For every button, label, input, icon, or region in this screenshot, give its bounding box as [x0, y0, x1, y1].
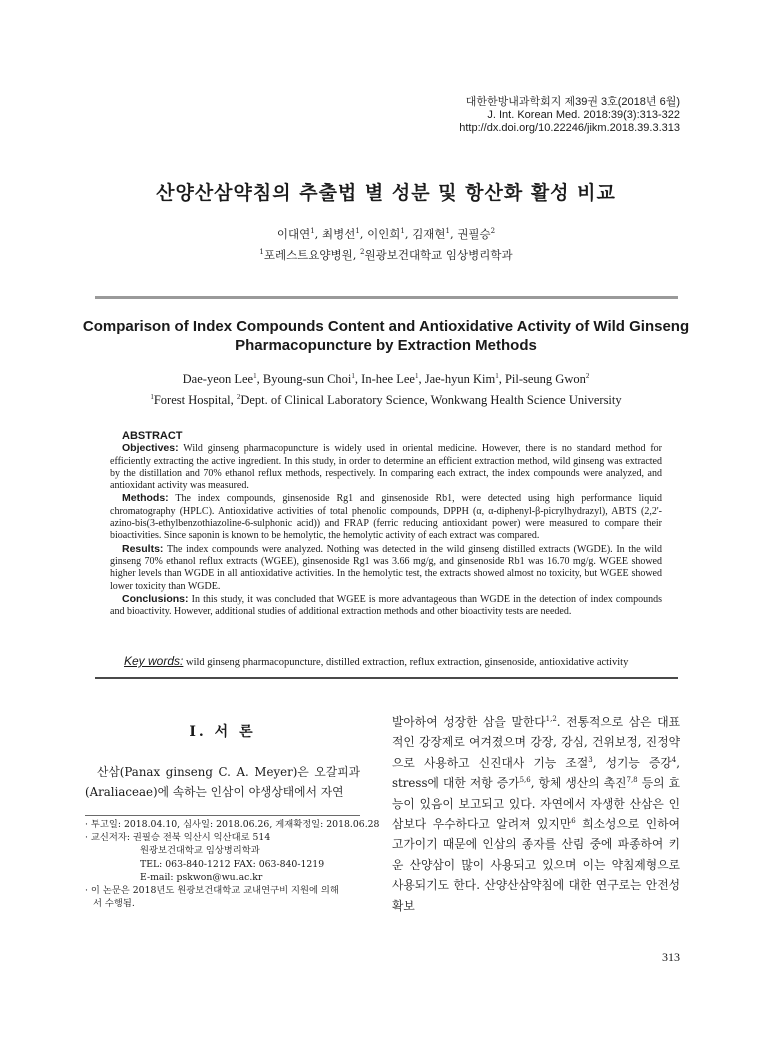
footnote-corresponding: · 교신저자: 권필승 전북 익산시 익산대로 514 — [85, 832, 271, 844]
footnotes — [85, 818, 380, 910]
intro-text: 발아하여 성장한 삼을 말한다 — [392, 715, 546, 729]
author-sup: 1 — [355, 227, 360, 236]
citation-sup: 5,6 — [519, 776, 531, 785]
footnote-funding-cont: 서 수행됨. — [93, 898, 135, 910]
author-sup: 1 — [253, 371, 257, 380]
journal-citation-korean: 대한한방내과학회지 제39권 3호(2018년 6월) — [465, 96, 680, 108]
affiliation-text: 포레스트요양병원, — [263, 248, 361, 262]
footnote-funding: · 이 논문은 2018년도 원광보건대학교 교내연구비 지원에 의해 — [85, 885, 339, 897]
methods-label: Methods: — [122, 492, 169, 505]
intro-text: 등의 효능이 있음이 보고되고 있다. 자연에서 자생한 산삼은 인삼보다 우수하다고 알려져 있지만 — [392, 776, 681, 832]
journal-citation-english: J. Int. Korean Med. 2018:39(3):313-322 — [487, 109, 680, 121]
author-name: 김재현 — [412, 227, 446, 241]
doi-link[interactable]: http://dx.doi.org/10.22246/jikm.2018.39.3.313 — [459, 122, 680, 134]
affiliation-text: Forest Hospital, — [153, 393, 237, 407]
citation-sup: 1,2 — [545, 715, 557, 724]
intro-text: , 성기능 증강 — [592, 755, 672, 770]
author-name: Dae-yeon Lee — [182, 372, 254, 386]
journal-header — [459, 96, 680, 135]
footnote-department: 원광보건대학교 임상병리학과 — [140, 845, 260, 857]
footnote-phone-fax: TEL: 063-840-1212 FAX: 063-840-1219 — [140, 858, 325, 870]
intro-left-column — [85, 762, 360, 803]
affiliation-sup: 2 — [360, 248, 365, 257]
affiliation-text: 원광보건대학교 임상병리학과 — [364, 248, 513, 262]
citation-sup: 6 — [571, 817, 576, 826]
abstract-heading: ABSTRACT — [122, 430, 183, 442]
abstract-methods — [110, 492, 662, 542]
affiliation-sup: 2 — [236, 392, 241, 401]
page-number: 313 — [662, 950, 680, 964]
keywords — [124, 654, 628, 668]
footnote-dates: · 투고일: 2018.04.10, 심사일: 2018.06.26, 게재확정일: 2018.06.28 — [85, 819, 380, 830]
author-name: 권필승 — [457, 227, 491, 241]
section-heading: Ⅰ. 서 론 — [189, 724, 256, 740]
abstract-objectives — [110, 442, 662, 492]
author-sup: 1 — [445, 227, 450, 236]
objectives-text: Wild ginseng pharmacopuncture is widely used in oriental medicine. However, there is no standard method for efficiently extracting the active ingredient. In this study, in order to determine an efficient extraction method, wild ginseng was extracted by the distillation and 70% ethanol reflux methods, respectively. In comparing each extract, the index compounds were analyzed, and antioxidant activity was measured. — [110, 443, 662, 492]
abstract-results — [110, 543, 662, 593]
author-sup: 1 — [310, 227, 315, 236]
affiliation-sup: 1 — [259, 248, 264, 257]
intro-text: , 항체 생산의 촉진 — [530, 776, 627, 791]
intro-text: , stress에 대한 저항 증가 — [392, 755, 680, 791]
citation-sup: 7,8 — [626, 776, 638, 785]
abstract-divider — [95, 677, 678, 679]
english-title-line: Pharmacopuncture by Extraction Methods — [235, 337, 537, 354]
intro-paragraph — [392, 712, 680, 916]
intro-right-column — [392, 712, 680, 916]
author-sup: 2 — [585, 371, 590, 380]
conclusions-label: Conclusions: — [122, 592, 189, 605]
author-name: 이인희 — [367, 227, 401, 241]
results-label: Results: — [122, 542, 164, 555]
keywords-label: Key words: — [124, 654, 184, 668]
citation-sup: 3 — [588, 755, 593, 764]
author-name: In-hee Lee — [361, 372, 415, 386]
intro-text: . 전통적으로 삼은 대표적인 강장제로 여겨졌으며 강장, 강심, 건위보정, 진정약으로 사용하고 신진대사 기능 조절 — [392, 715, 681, 770]
intro-paragraph: 산삼(Panax ginseng C. A. Meyer)은 오갈피과(Araliaceae)에 속하는 인삼이 야생상태에서 자연 — [85, 765, 360, 800]
english-authors: Dae-yeon Lee$^1$, Byoung-sun Choi$^1$, In-hee Lee$^1$, Jae-hyun Kim$^1$, Pil-seung Gwon$^2$ — [182, 371, 590, 386]
methods-text: The index compounds, ginsenoside Rg1 and ginsenoside Rb1, were detected using high performance liquid chromatography (HPLC). Antioxidative activities of total phenolic compounds, DPPH (α, α-diphenyl-β-picrylhydrazyl), ABTS (2,2'-azino-bis(3-ethylbenzothiazoline-6-sulphonic acid)) and FRAP (ferric reducing antioxidant power) were measured to compare their bioactivities. Since saponin is known to be hemolytic, the hemolytic activity of each extract was compared. — [110, 493, 662, 542]
citation-sup: 4 — [671, 755, 677, 764]
english-affiliations — [0, 393, 772, 408]
results-text: The index compounds were analyzed. Nothing was detected in the wild ginseng distilled extracts (WGDE). In the wild ginseng 70% ethanol reflux extracts (WGEE), ginsenoside Rg1 was 3.66 mg/g, and ginsenoside Rb1 was 16.70 mg/g. WGEE showed higher levels than WGDE in all antioxidative activities. In the hemolytic test, the extracts showed almost no toxicity, but WGEE showed lower toxicity than WGDE. — [110, 543, 662, 592]
footnote-divider — [85, 815, 360, 816]
author-sup: 2 — [490, 227, 496, 236]
korean-authors: 이대연$^1$, 최병선$^1$, 이인희$^1$, 김재현$^1$, 권필승$^2$ — [276, 227, 496, 241]
korean-title: 산양산삼약침의 추출법 별 성분 및 항산화 활성 비교 — [156, 182, 616, 204]
conclusions-text: In this study, it was concluded that WGEE is more advantageous than WGDE in the detection of index compounds and bioactivity. However, additional studies of additional extraction methods and other bioactivity tests are needed. — [110, 593, 662, 618]
korean-affiliations — [0, 247, 772, 263]
author-name: 이대연 — [276, 227, 311, 241]
author-name: Pil-seung Gwon — [504, 372, 586, 386]
intro-text: 희소성으로 인하여 고가이기 때문에 인삼의 종자를 산림 중에 파종하여 키운 산양삼이 많이 사용되고 있으며 이는 약침제형으로 사용되기도 한다. 산양산삼약침에 대한 연구로는 안전성 확보 — [392, 817, 680, 913]
abstract-conclusions — [110, 593, 662, 619]
author-name: Byoung-sun Choi — [262, 372, 352, 386]
affiliation-text: Dept. of Clinical Laboratory Science, Wonkwang Health Science University — [240, 393, 622, 407]
affiliation-sup: 1 — [150, 392, 154, 401]
author-name: 최병선 — [321, 227, 356, 241]
keywords-text: wild ginseng pharmacopuncture, distilled extraction, reflux extraction, ginsenoside, antioxidative activity — [185, 657, 629, 668]
footnote-email: E-mail: pskwon@wu.ac.kr — [140, 871, 263, 883]
author-sup: 1 — [351, 371, 355, 380]
author-sup: 1 — [414, 371, 419, 380]
objectives-label: Objectives: — [122, 442, 179, 455]
title-divider — [95, 296, 678, 299]
author-sup: 1 — [400, 227, 405, 236]
english-title-line: Comparison of Index Compounds Content and Antioxidative Activity of Wild Ginseng — [82, 318, 690, 335]
author-sup: 1 — [495, 371, 499, 380]
author-name: Jae-hyun Kim — [424, 372, 496, 386]
english-title — [80, 317, 692, 355]
abstract — [110, 430, 662, 618]
